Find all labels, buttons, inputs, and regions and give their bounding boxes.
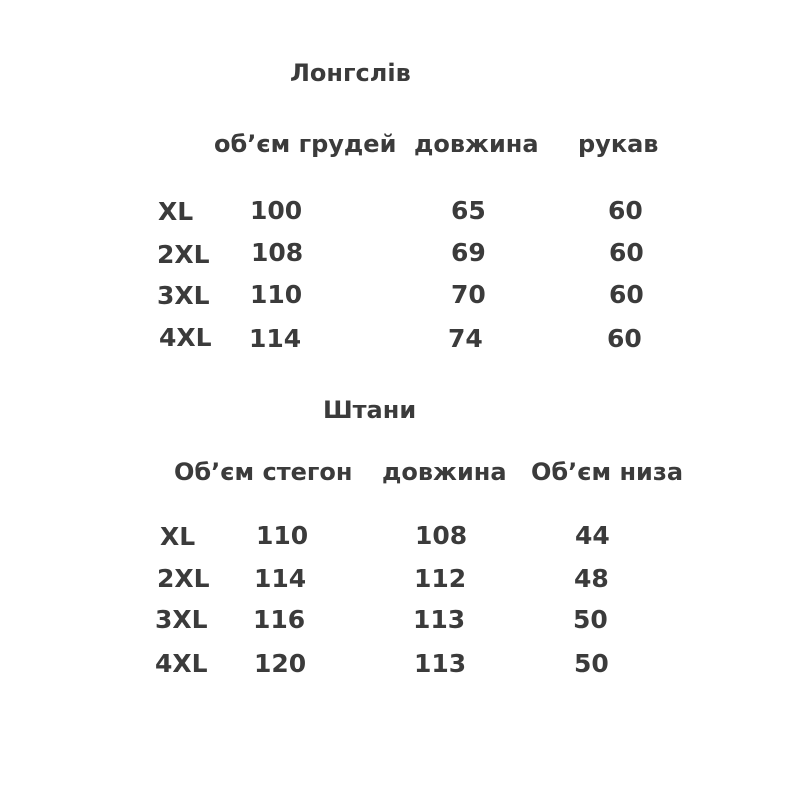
longsleeve-cell-sleeve: 60 [609,238,644,267]
longsleeve-cell-sleeve: 60 [607,324,642,353]
longsleeve-row-size: 2XL [157,240,210,269]
longsleeve-cell-chest: 114 [249,324,302,353]
pants-row-size: 3XL [155,605,208,634]
longsleeve-cell-length: 74 [448,324,483,353]
longsleeve-row-size: 3XL [157,281,210,310]
pants-cell-hips: 116 [253,605,306,634]
longsleeve-cell-sleeve: 60 [608,196,643,225]
longsleeve-header-sleeve: рукав [578,130,659,158]
longsleeve-cell-length: 69 [451,238,486,267]
longsleeve-cell-chest: 100 [250,196,303,225]
longsleeve-cell-length: 65 [451,196,486,225]
pants-cell-hips: 110 [256,521,309,550]
longsleeve-header-length: довжина [414,130,539,158]
longsleeve-cell-length: 70 [451,280,486,309]
pants-cell-hem: 48 [574,564,609,593]
pants-row-size: XL [160,522,196,551]
pants-row-size: 4XL [155,649,208,678]
pants-cell-length: 113 [414,649,467,678]
pants-cell-hips: 114 [254,564,307,593]
pants-header-hem: Об’єм низа [531,458,684,486]
pants-cell-hem: 44 [575,521,610,550]
longsleeve-title: Лонгслів [290,59,411,87]
pants-cell-length: 112 [414,564,467,593]
longsleeve-cell-sleeve: 60 [609,280,644,309]
pants-cell-length: 108 [415,521,468,550]
longsleeve-header-chest: об’єм грудей [214,130,397,158]
pants-title: Штани [323,396,417,424]
longsleeve-row-size: 4XL [159,323,212,352]
pants-row-size: 2XL [157,564,210,593]
pants-cell-hem: 50 [574,649,609,678]
pants-header-length: довжина [382,458,507,486]
pants-cell-hem: 50 [573,605,608,634]
pants-cell-length: 113 [413,605,466,634]
longsleeve-cell-chest: 110 [250,280,303,309]
longsleeve-row-size: XL [158,197,194,226]
longsleeve-cell-chest: 108 [251,238,304,267]
pants-header-hips: Об’єм стегон [174,458,353,486]
pants-cell-hips: 120 [254,649,307,678]
